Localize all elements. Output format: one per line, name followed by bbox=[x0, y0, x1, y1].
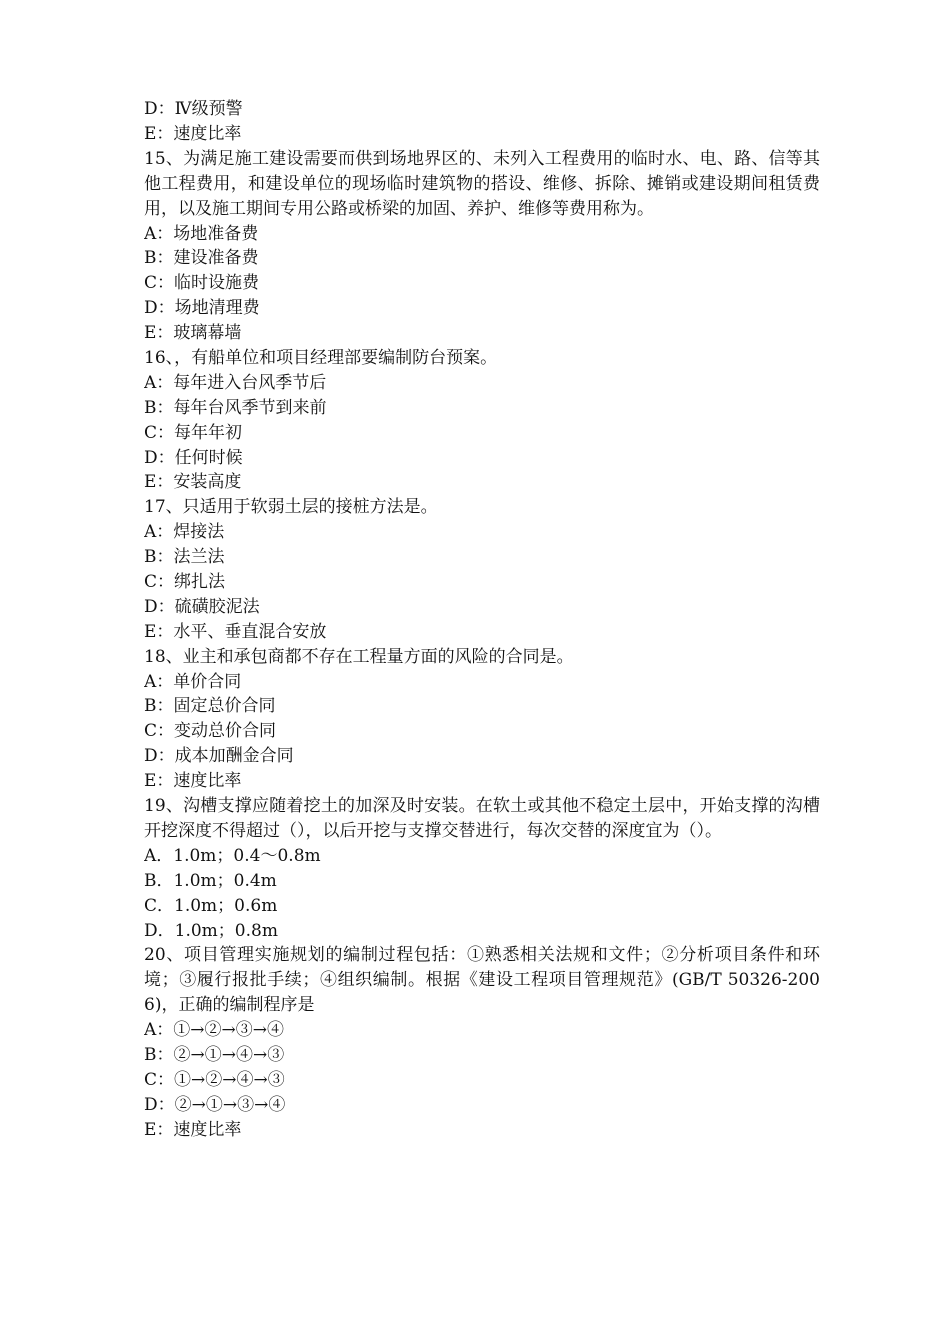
option-line: C：①→②→④→③ bbox=[144, 1069, 285, 1090]
option-line: E：玻璃幕墙 bbox=[144, 323, 242, 344]
question-text: 16、，有船单位和项目经理部要编制防台预案。 bbox=[144, 347, 498, 368]
option-line: C：变动总价合同 bbox=[144, 721, 277, 742]
option-line: C．1.0m；0.6m bbox=[144, 895, 278, 916]
option-line: A：单价合同 bbox=[144, 671, 242, 692]
question-text: 15、为满足施工建设需要而供到场地界区的、未列入工程费用的临时水、电、路、信等其他工程费用，和建设单位的现场临时建筑物的搭设、维修、拆除、摊销或建设期间租赁费用，以及施工期间专用公路或桥梁的加固、养护、维修等费用称为。 bbox=[144, 148, 820, 219]
option-line: E：速度比率 bbox=[144, 123, 242, 144]
option-line: E：速度比率 bbox=[144, 1119, 242, 1140]
question-16 bbox=[144, 346, 820, 495]
question-18 bbox=[144, 645, 820, 794]
option-line: A：①→②→③→④ bbox=[144, 1020, 285, 1041]
question-17 bbox=[144, 495, 820, 644]
question-19 bbox=[144, 794, 820, 943]
option-line: B：每年台风季节到来前 bbox=[144, 397, 327, 418]
question-text: 17、只适用于软弱土层的接桩方法是。 bbox=[144, 497, 438, 518]
option-line: D．1.0m；0.8m bbox=[144, 920, 278, 941]
option-line: D：场地清理费 bbox=[144, 298, 260, 319]
option-line: D：成本加酬金合同 bbox=[144, 746, 294, 767]
option-line: A．1.0m；0.4～0.8m bbox=[144, 845, 321, 866]
option-line: C：绑扎法 bbox=[144, 572, 226, 592]
option-line: E：安装高度 bbox=[144, 472, 242, 493]
option-line: B：法兰法 bbox=[144, 547, 225, 568]
option-line: D：任何时候 bbox=[144, 447, 243, 468]
option-line: D：Ⅳ级预警 bbox=[144, 99, 243, 119]
option-line: E：水平、垂直混合安放 bbox=[144, 621, 327, 642]
question-20 bbox=[144, 943, 820, 1142]
question-15 bbox=[144, 147, 820, 346]
option-line: A：每年进入台风季节后 bbox=[144, 372, 327, 393]
option-line: C：临时设施费 bbox=[144, 273, 260, 294]
option-line: D：硫磺胶泥法 bbox=[144, 596, 260, 617]
question-text: 18、业主和承包商都不存在工程量方面的风险的合同是。 bbox=[144, 646, 574, 667]
question-text: 19、沟槽支撑应随着挖土的加深及时安装。在软土或其他不稳定土层中，开始支撑的沟槽开挖深度不得超过（），以后开挖与支撑交替进行，每次交替的深度宜为（）。 bbox=[144, 796, 820, 841]
option-line: C：每年年初 bbox=[144, 422, 243, 443]
option-line: A：焊接法 bbox=[144, 522, 225, 543]
document-page bbox=[144, 97, 820, 1143]
question-text: 20、项目管理实施规划的编制过程包括：①熟悉相关法规和文件；②分析项目条件和环境；③履行报批手续；④组织编制。根据《建设工程项目管理规范》(GB/T 50326-2006)，正确的编制程序是 bbox=[144, 945, 820, 1016]
option-line: D：②→①→③→④ bbox=[144, 1094, 286, 1115]
option-line: B．1.0m；0.4m bbox=[144, 870, 277, 891]
option-line: B：②→①→④→③ bbox=[144, 1045, 285, 1066]
option-line: E：速度比率 bbox=[144, 771, 242, 792]
option-line: A：场地准备费 bbox=[144, 223, 259, 244]
option-line: B：建设准备费 bbox=[144, 248, 259, 269]
option-line: B：固定总价合同 bbox=[144, 696, 276, 717]
